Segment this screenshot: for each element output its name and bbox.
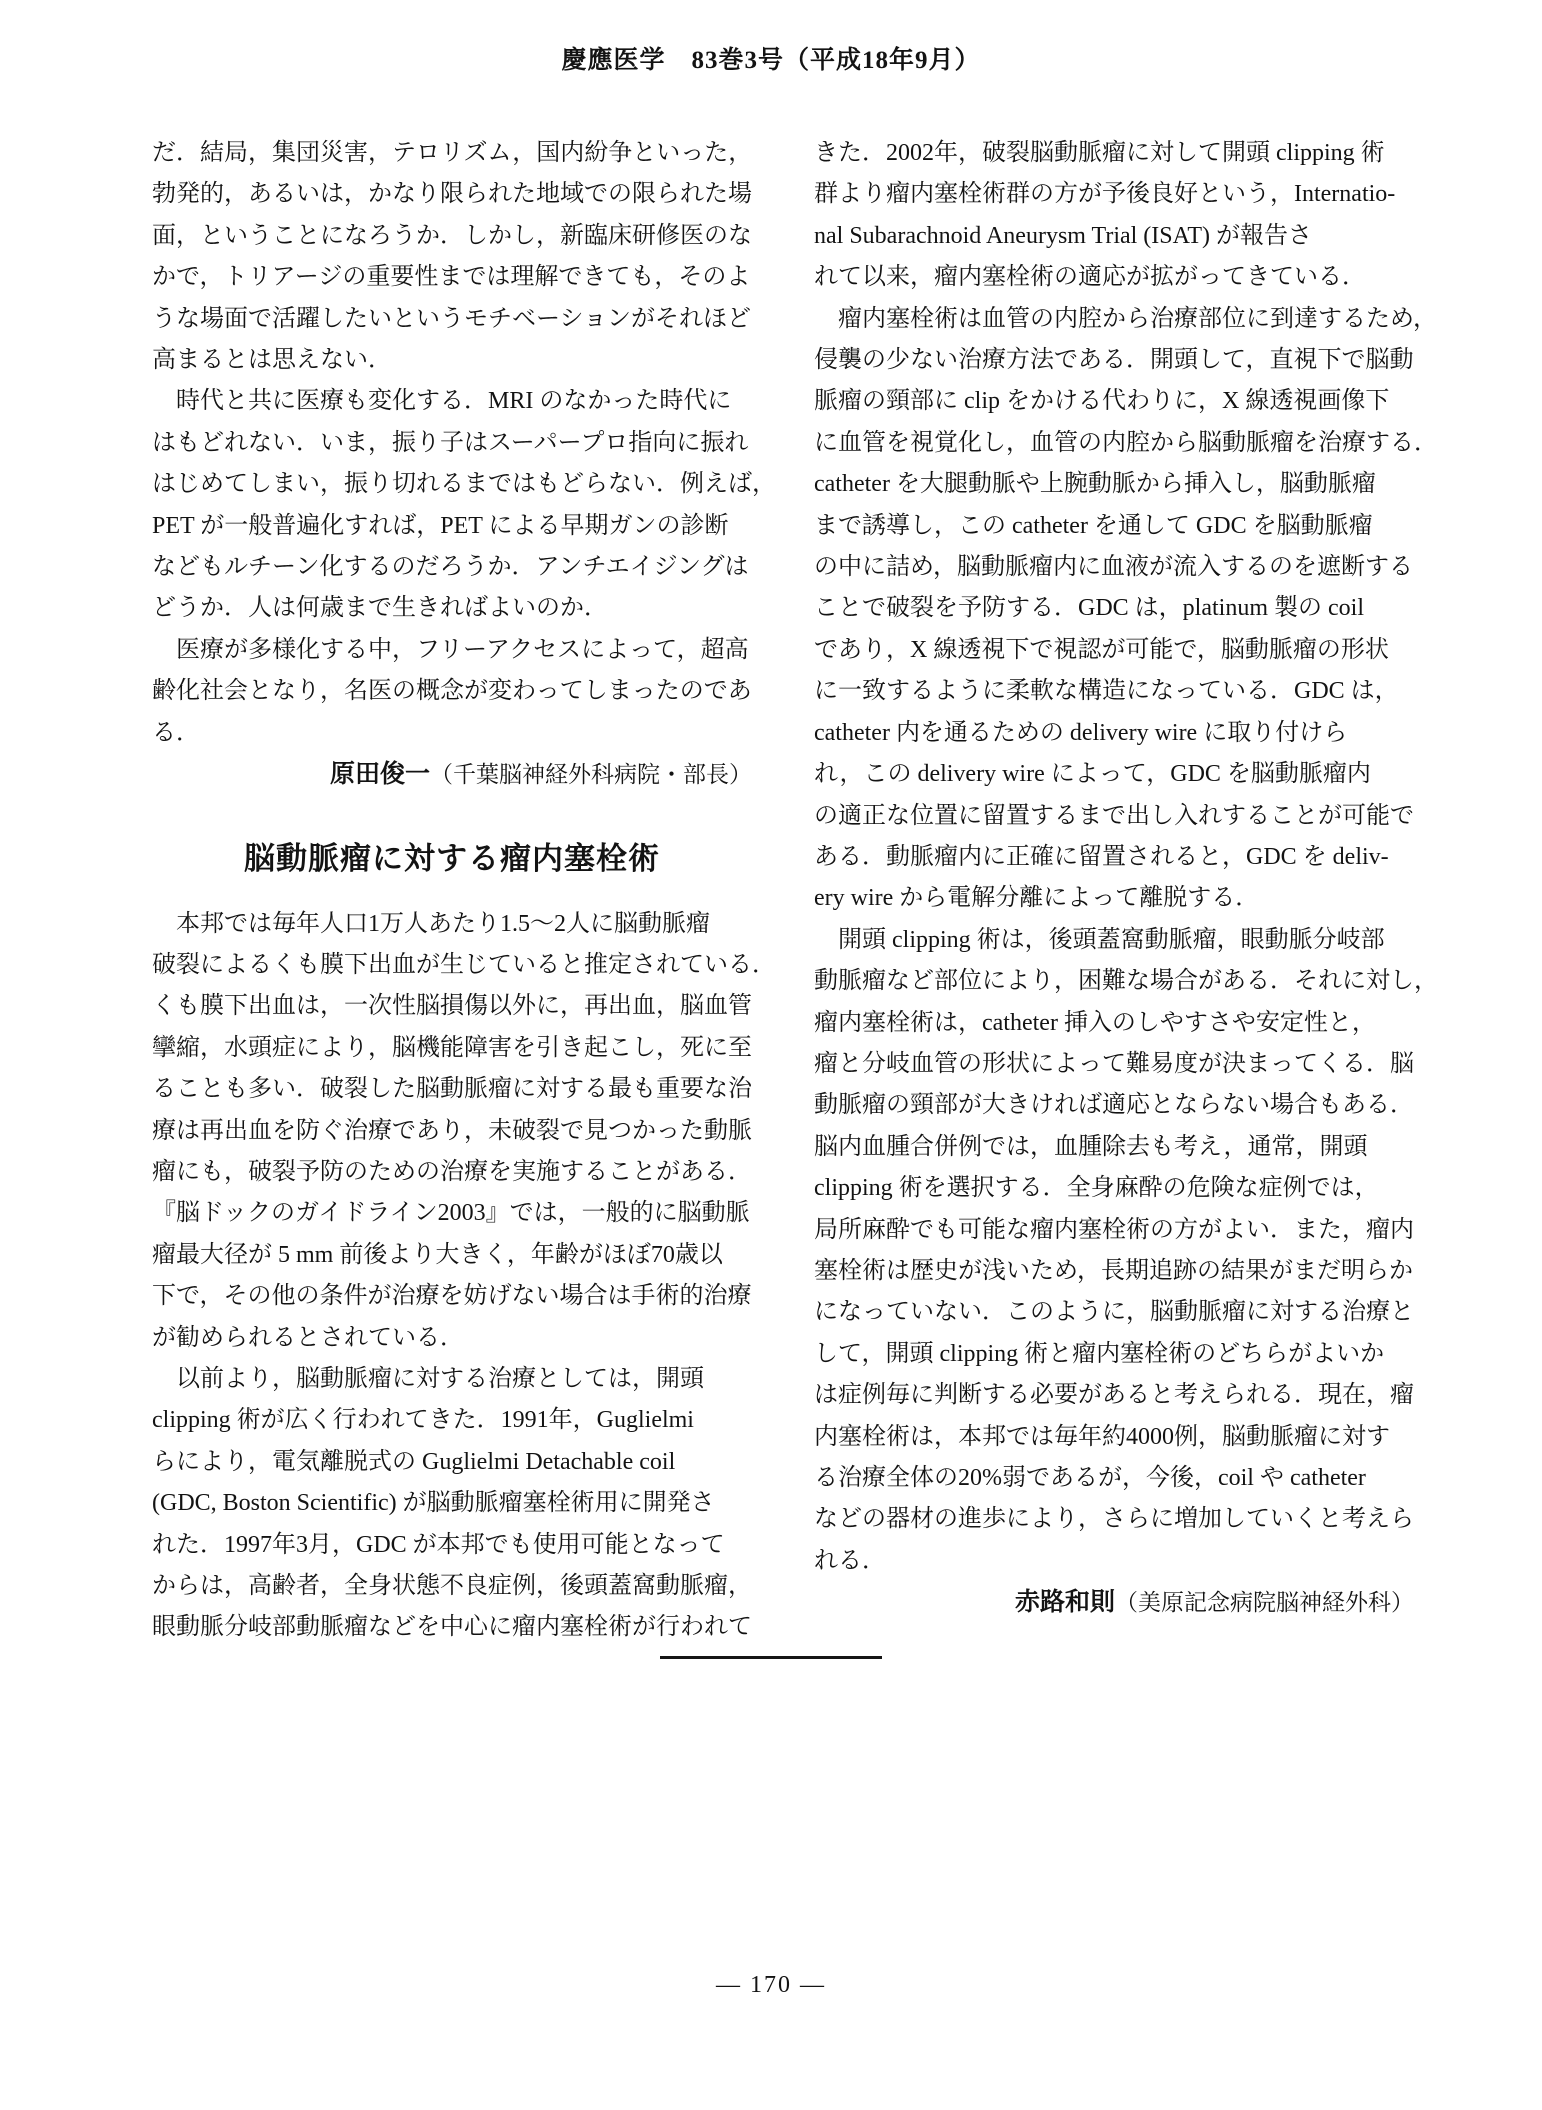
text-line: くも膜下出血は，一次性脳損傷以外に，再出血，脳血管 — [152, 993, 752, 1020]
text-line: 医療が多様化する中，フリーアクセスによって，超高 — [152, 636, 749, 663]
text-line: などの器材の進歩により，さらに増加していくと考えら — [814, 1506, 1414, 1533]
text-line: だ．結局，集団災害，テロリズム，国内紛争といった， — [152, 140, 753, 166]
text-line: 塞栓術は歴史が浅いため，長期追跡の結果がまだ明らか — [814, 1257, 1414, 1284]
text-line: ことで破裂を予防する．GDC は，platinum 製の coil — [814, 595, 1364, 622]
text-line: れる． — [814, 1547, 886, 1574]
article1-body-lines — [152, 133, 776, 754]
text-line: まで誘導し，この catheter を通して GDC を脳動脈瘤 — [814, 512, 1373, 539]
text-line: (GDC, Boston Scientific) が脳動脈瘤塞栓術用に開発さ — [152, 1490, 715, 1517]
left-column — [152, 133, 776, 1649]
article2-author-name: 赤路和則 — [1014, 1588, 1115, 1617]
text-line: 瘤と分岐血管の形状によって難易度が決まってくる．脳 — [814, 1050, 1414, 1077]
text-line: れた．1997年3月，GDC が本邦でも使用可能となって — [152, 1531, 725, 1558]
article2-author-line — [814, 1582, 1414, 1624]
text-line: はじめてしまい，振り切れるまではもどらない．例えば， — [152, 471, 776, 498]
text-line: 内塞栓術は，本邦では毎年約4000例，脳動脈瘤に対す — [814, 1423, 1390, 1450]
text-line: 『脳ドックのガイドライン2003』では，一般的に脳動脈 — [152, 1200, 750, 1227]
text-line: に一致するように柔軟な構造になっている．GDC は， — [814, 678, 1399, 705]
text-line: nal Subarachnoid Aneurysm Trial (ISAT) が報告さ — [814, 222, 1312, 249]
text-line: かで，トリアージの重要性までは理解できても，そのよ — [152, 264, 751, 291]
text-line: る． — [152, 719, 200, 746]
text-line: 眼動脈分岐部動脈瘤などを中心に瘤内塞栓術が行われて — [152, 1614, 752, 1641]
text-line: clipping 術を選択する．全身麻酔の危険な症例では， — [814, 1175, 1379, 1202]
article2-title: 脳動脈瘤に対する瘤内塞栓術 — [244, 840, 660, 876]
text-line: 脈瘤の頸部に clip をかける代わりに，X 線透視画像下 — [814, 388, 1390, 415]
section-divider-rule — [660, 1656, 882, 1659]
text-line: 齢化社会となり，名医の概念が変わってしまったのであ — [152, 678, 752, 705]
text-line: 動脈瘤など部位により，困難な場合がある．それに対し， — [814, 968, 1438, 995]
text-line: はもどれない．いま，振り子はスーパープロ指向に振れ — [152, 429, 749, 456]
text-line: れ，この delivery wire によって，GDC を脳動脈瘤内 — [814, 761, 1371, 788]
article1-author-line — [152, 754, 752, 796]
text-line: 瘤にも，破裂予防のための治療を実施することがある． — [152, 1158, 752, 1185]
text-line: 動脈瘤の頸部が大きければ適応とならない場合もある． — [814, 1092, 1414, 1119]
text-line: が勧められるとされている． — [152, 1324, 464, 1351]
text-line: 局所麻酔でも可能な瘤内塞栓術の方がよい．また，瘤内 — [814, 1216, 1414, 1243]
text-line: PET が一般普遍化すれば，PET による早期ガンの診断 — [152, 512, 729, 539]
text-line: 面，ということになろうか．しかし，新臨床研修医のな — [152, 222, 752, 249]
text-line: して，開頭 clipping 術と瘤内塞栓術のどちらがよいか — [814, 1340, 1385, 1367]
text-line: らにより，電気離脱式の Guglielmi Detachable coil — [152, 1448, 676, 1475]
text-line: からは，高齢者，全身状態不良症例，後頭蓋窩動脈瘤， — [152, 1573, 752, 1599]
text-line: は症例毎に判断する必要があると考えられる．現在，瘤 — [814, 1382, 1414, 1409]
article2-body-left-lines — [152, 904, 776, 1649]
text-line: 瘤最大径が 5 mm 前後より大きく，年齢がほぼ70歳以 — [152, 1241, 723, 1268]
text-line: 群より瘤内塞栓術群の方が予後良好という，Internatio- — [814, 181, 1396, 208]
two-column-body — [152, 133, 1438, 1649]
text-line: 攣縮，水頭症により，脳機能障害を引き起こし，死に至 — [152, 1034, 752, 1061]
text-line: うな場面で活躍したいというモチベーションがそれほど — [152, 305, 752, 332]
text-line: 瘤内塞栓術は血管の内腔から治療部位に到達するため， — [814, 305, 1438, 332]
text-line: であり，X 線透視下で視認が可能で，脳動脈瘤の形状 — [814, 636, 1389, 663]
text-line: 破裂によるくも膜下出血が生じていると推定されている． — [152, 951, 776, 978]
text-line: 以前より，脳動脈瘤に対する治療としては，開頭 — [152, 1365, 704, 1392]
text-line: 勃発的，あるいは，かなり限られた地域での限られた場 — [152, 181, 752, 208]
text-line: に血管を視覚化し，血管の内腔から脳動脈瘤を治療する． — [814, 429, 1438, 456]
text-line: る治療全体の20%弱であるが，今後，coil や catheter — [814, 1465, 1366, 1491]
text-line: ある．動脈瘤内に正確に留置されると，GDC を deliv- — [814, 843, 1389, 870]
text-line: 下で，その他の条件が治療を妨げない場合は手術的治療 — [152, 1283, 752, 1310]
text-line: の適正な位置に留置するまで出し入れすることが可能で — [814, 802, 1414, 829]
article1-author-name: 原田俊一 — [329, 760, 430, 789]
text-line: ery wire から電解分離によって離脱する． — [814, 885, 1260, 912]
article2-author-affiliation: （美原記念病院脳神経外科） — [1115, 1590, 1414, 1616]
text-line: などもルチーン化するのだろうか．アンチエイジングは — [152, 554, 749, 581]
page-number: — 170 — — [716, 1972, 826, 1998]
text-line: 開頭 clipping 術は，後頭蓋窩動脈瘤，眼動脈分岐部 — [814, 926, 1385, 953]
text-line: 時代と共に医療も変化する．MRI のなかった時代に — [152, 388, 732, 415]
text-line: catheter を大腿動脈や上腕動脈から挿入し，脳動脈瘤 — [814, 471, 1376, 498]
text-line: 高まるとは思えない． — [152, 347, 392, 374]
text-line: れて以来，瘤内塞栓術の適応が拡がってきている． — [814, 264, 1366, 291]
text-line: ることも多い．破裂した脳動脈瘤に対する最も重要な治 — [152, 1076, 752, 1103]
article1-author-affiliation: （千葉脳神経外科病院・部長） — [430, 762, 752, 788]
text-line: 脳内血腫合併例では，血腫除去も考え，通常，開頭 — [814, 1133, 1368, 1160]
text-line: clipping 術が広く行われてきた．1991年，Guglielmi — [152, 1407, 694, 1434]
text-line: 療は再出血を防ぐ治療であり，未破裂で見つかった動脈 — [152, 1117, 752, 1144]
text-line: どうか．人は何歳まで生きればよいのか． — [152, 595, 608, 622]
journal-header: 慶應医学 83巻3号（平成18年9月） — [561, 47, 981, 74]
text-line: catheter 内を通るための delivery wire に取り付けら — [814, 719, 1348, 746]
text-line: 本邦では毎年人口1万人あたり1.5～2人に脳動脈瘤 — [152, 910, 710, 937]
text-line: の中に詰め，脳動脈瘤内に血液が流入するのを遮断する — [814, 554, 1414, 581]
text-line: 瘤内塞栓術は，catheter 挿入のしやすさや安定性と， — [814, 1009, 1376, 1036]
article2-body-right-lines — [814, 133, 1438, 1582]
right-column — [814, 133, 1438, 1649]
text-line: きた．2002年，破裂脳動脈瘤に対して開頭 clipping 術 — [814, 140, 1385, 166]
text-line: になっていない．このように，脳動脈瘤に対する治療と — [814, 1299, 1414, 1326]
text-line: 侵襲の少ない治療方法である．開頭して，直視下で脳動 — [814, 347, 1414, 374]
